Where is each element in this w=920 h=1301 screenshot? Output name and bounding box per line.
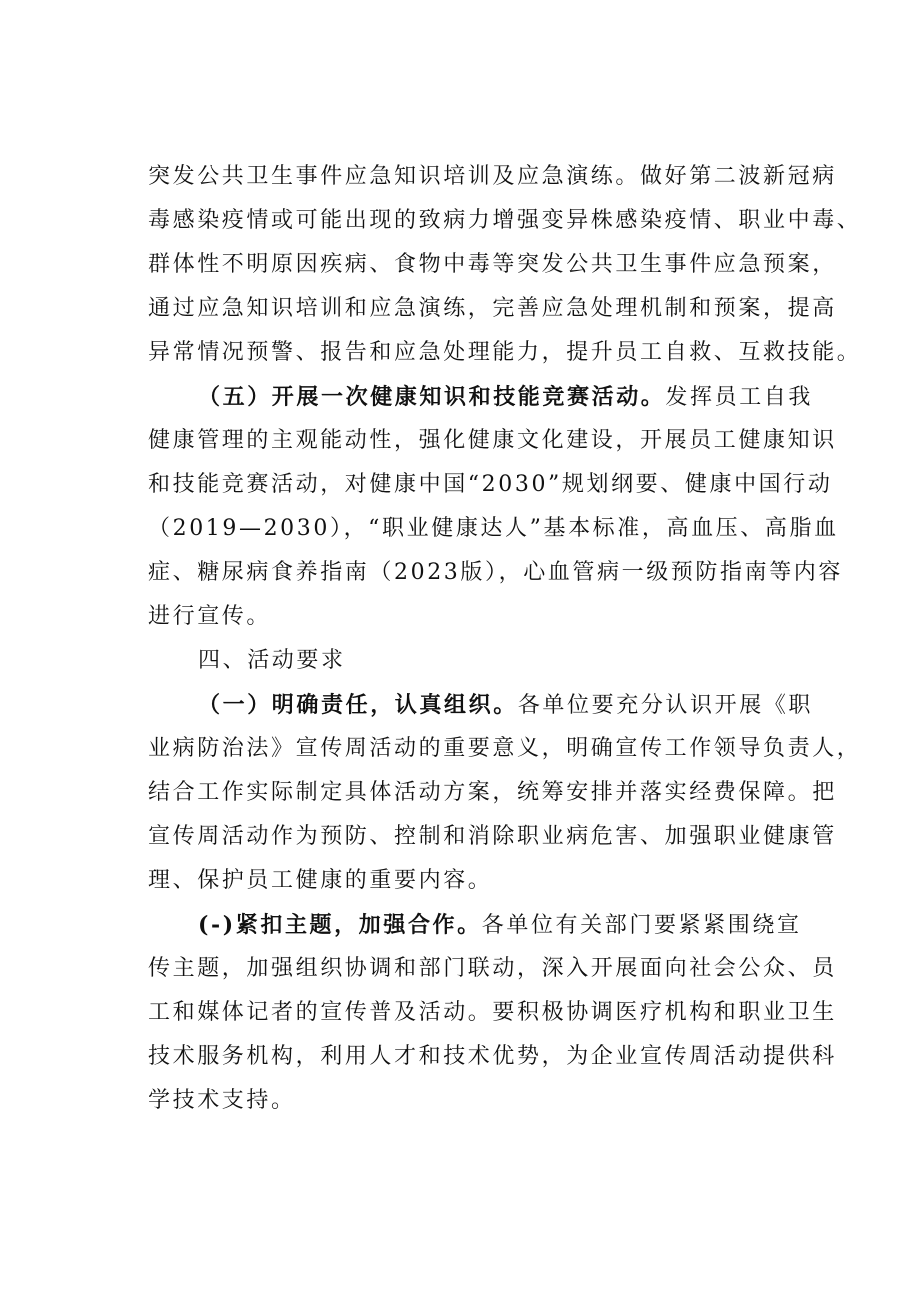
item-one-title: （一）明确责任，认真组织。	[198, 692, 518, 718]
paragraph-line: 工和媒体记者的宣传普及活动。要积极协调医疗机构和职业卫生	[148, 1000, 837, 1025]
paragraph-line: 技术服务机构，利用人才和技术优势，为企业宣传周活动提供科	[148, 1044, 837, 1069]
paragraph-line: 毒感染疫情或可能出现的致病力增强变异株感染疫情、职业中毒、	[148, 208, 862, 233]
paragraph-line: 理、保护员工健康的重要内容。	[148, 868, 493, 893]
paragraph-line: （2019—2030），“职业健康达人”基本标准，高血压、高脂血	[148, 516, 839, 541]
paragraph-line: 传主题，加强组织协调和部门联动，深入开展面向社会公众、员	[148, 956, 837, 981]
paragraph-line: 进行宣传。	[148, 604, 272, 629]
item-two-text: 各单位有关部门要紧紧围绕宣	[481, 913, 802, 938]
item-one-first-line	[198, 690, 813, 721]
paragraph-line: 健康管理的主观能动性，强化健康文化建设，开展员工健康知识	[148, 428, 837, 453]
paragraph-line: 结合工作实际制定具体活动方案，统筹安排并落实经费保障。把	[148, 780, 837, 805]
paragraph-line: 症、糖尿病食养指南（2023版），心血管病一级预防指南等内容	[148, 560, 843, 585]
paragraph-line: 突发公共卫生事件应急知识培训及应急演练。做好第二波新冠病	[148, 164, 837, 189]
paragraph-line: 通过应急知识培训和应急演练，完善应急处理机制和预案，提高	[148, 296, 837, 321]
item-two-title: (-)紧扣主题，加强合作。	[198, 912, 482, 938]
paragraph-line: 业病防治法》宣传周活动的重要意义，明确宣传工作领导负责人，	[148, 736, 862, 761]
section-five-first-line	[198, 382, 813, 413]
paragraph-line: 和技能竞赛活动，对健康中国“2030”规划纲要、健康中国行动	[148, 472, 833, 497]
paragraph-line: 群体性不明原因疾病、食物中毒等突发公共卫生事件应急预案，	[148, 252, 837, 277]
item-one-text: 各单位要充分认识开展《职	[517, 693, 814, 718]
item-two-first-line	[198, 910, 802, 941]
section-heading-four: 四、活动要求	[198, 648, 346, 673]
paragraph-line: 异常情况预警、报告和应急处理能力，提升员工自救、互救技能。	[148, 340, 862, 365]
section-five-title: （五）开展一次健康知识和技能竞赛活动。	[198, 384, 666, 410]
paragraph-line: 学技术支持。	[148, 1088, 296, 1113]
paragraph-line: 宣传周活动作为预防、控制和消除职业病危害、加强职业健康管	[148, 824, 837, 849]
section-five-text: 发挥员工自我	[665, 385, 814, 410]
